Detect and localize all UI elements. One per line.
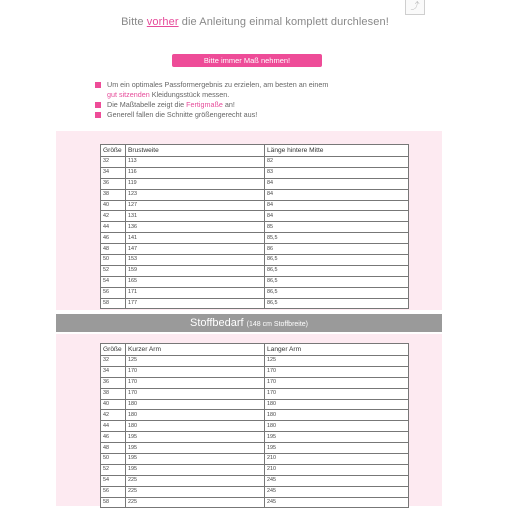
table-cell: 52	[101, 464, 126, 475]
table-cell: 125	[265, 356, 409, 367]
table-cell: 42	[101, 410, 126, 421]
table-cell: 38	[101, 388, 126, 399]
corner-tab-icon: ⤴	[405, 0, 425, 15]
table-row	[101, 377, 409, 388]
table-row	[101, 200, 409, 211]
table-cell: 48	[101, 244, 126, 255]
note-2-before: Die Maßtabelle zeigt die	[107, 100, 185, 109]
table-header-row	[101, 344, 409, 356]
table-cell: 116	[126, 167, 265, 178]
column-header: Größe	[101, 145, 126, 157]
note-1-line-1: Um ein optimales Passformergebnis zu erzielen, am besten an einem	[107, 80, 329, 89]
bullet-square-icon	[95, 112, 101, 118]
table-cell: 195	[126, 454, 265, 465]
table-cell: 180	[265, 421, 409, 432]
table-cell: 32	[101, 356, 126, 367]
table-cell: 42	[101, 211, 126, 222]
table-cell: 125	[126, 356, 265, 367]
table-cell: 52	[101, 265, 126, 276]
table-cell: 44	[101, 222, 126, 233]
table-row	[101, 410, 409, 421]
table-cell: 225	[126, 486, 265, 497]
table-cell: 210	[265, 454, 409, 465]
table-row	[101, 211, 409, 222]
table-cell: 180	[126, 399, 265, 410]
banner-subtitle: (148 cm Stoffbreite)	[246, 321, 309, 328]
table-header-row	[101, 145, 409, 157]
table-cell: 36	[101, 178, 126, 189]
note-item-1	[95, 80, 415, 100]
table-cell: 245	[265, 486, 409, 497]
table-cell: 147	[126, 244, 265, 255]
table-row	[101, 189, 409, 200]
table-cell: 136	[126, 222, 265, 233]
header-text-before: Bitte	[121, 16, 144, 28]
table-cell: 83	[265, 167, 409, 178]
table-row	[101, 454, 409, 465]
table-cell: 46	[101, 432, 126, 443]
table-cell: 170	[126, 366, 265, 377]
table-cell: 127	[126, 200, 265, 211]
header-text-after: die Anleitung einmal komplett durchlesen!	[181, 16, 389, 28]
note-2-after: an!	[224, 100, 235, 109]
table-row	[101, 244, 409, 255]
note-item-3	[95, 110, 415, 120]
table-cell: 170	[265, 388, 409, 399]
table-cell: 225	[126, 497, 265, 508]
column-header: Langer Arm	[265, 344, 409, 356]
table-cell: 56	[101, 486, 126, 497]
table-cell: 171	[126, 287, 265, 298]
table-row	[101, 287, 409, 298]
column-header: Länge hintere Mitte	[265, 145, 409, 157]
table-cell: 180	[126, 410, 265, 421]
table-row	[101, 432, 409, 443]
notes-list	[95, 80, 415, 120]
table-cell: 85,5	[265, 233, 409, 244]
column-header: Brustweite	[126, 145, 265, 157]
column-header: Kurzer Arm	[126, 344, 265, 356]
table-row	[101, 157, 409, 168]
table-cell: 195	[126, 443, 265, 454]
table-cell: 195	[265, 432, 409, 443]
table-cell: 50	[101, 255, 126, 266]
table-row	[101, 388, 409, 399]
size-table	[100, 144, 409, 309]
table-cell: 245	[265, 497, 409, 508]
table-cell: 177	[126, 298, 265, 309]
table-cell: 38	[101, 189, 126, 200]
table-cell: 34	[101, 366, 126, 377]
table-cell: 170	[126, 388, 265, 399]
table-cell: 58	[101, 497, 126, 508]
table-cell: 36	[101, 377, 126, 388]
table-cell: 84	[265, 200, 409, 211]
table-row	[101, 475, 409, 486]
table-cell: 86,5	[265, 255, 409, 266]
note-item-2	[95, 100, 415, 110]
table-cell: 245	[265, 475, 409, 486]
note-1-highlight: gut sitzenden	[107, 90, 150, 99]
column-header: Größe	[101, 344, 126, 356]
table-row	[101, 167, 409, 178]
fabric-requirement-banner	[56, 314, 442, 332]
table-row	[101, 298, 409, 309]
note-3-text: Generell fallen die Schnitte größengerecht aus!	[107, 110, 258, 119]
table-row	[101, 255, 409, 266]
table-cell: 46	[101, 233, 126, 244]
table-cell: 86,5	[265, 287, 409, 298]
table-cell: 40	[101, 399, 126, 410]
table-cell: 159	[126, 265, 265, 276]
table-cell: 113	[126, 157, 265, 168]
table-row	[101, 497, 409, 508]
table-row	[101, 464, 409, 475]
table-cell: 180	[126, 421, 265, 432]
table-cell: 54	[101, 276, 126, 287]
measure-notice-pill: Bitte immer Maß nehmen!	[172, 54, 322, 67]
table-cell: 170	[265, 377, 409, 388]
banner-title: Stoffbedarf	[189, 317, 244, 329]
page-header	[0, 16, 510, 28]
table-cell: 210	[265, 464, 409, 475]
table-cell: 131	[126, 211, 265, 222]
note-1-rest: Kleidungsstück messen.	[151, 90, 230, 99]
table-cell: 50	[101, 454, 126, 465]
table-row	[101, 265, 409, 276]
table-cell: 32	[101, 157, 126, 168]
table-row	[101, 222, 409, 233]
table-cell: 86,5	[265, 298, 409, 309]
table-row	[101, 366, 409, 377]
table-cell: 84	[265, 189, 409, 200]
table-cell: 84	[265, 178, 409, 189]
table-cell: 44	[101, 421, 126, 432]
table-cell: 195	[126, 464, 265, 475]
bullet-square-icon	[95, 102, 101, 108]
fabric-table	[100, 343, 409, 508]
table-row	[101, 486, 409, 497]
table-row	[101, 233, 409, 244]
table-row	[101, 178, 409, 189]
table-cell: 86,5	[265, 276, 409, 287]
table-cell: 153	[126, 255, 265, 266]
table-cell: 48	[101, 443, 126, 454]
table-cell: 86	[265, 244, 409, 255]
table-cell: 180	[265, 399, 409, 410]
table-cell: 58	[101, 298, 126, 309]
table-row	[101, 276, 409, 287]
table-cell: 170	[126, 377, 265, 388]
table-cell: 84	[265, 211, 409, 222]
table-cell: 82	[265, 157, 409, 168]
table-cell: 180	[265, 410, 409, 421]
table-row	[101, 443, 409, 454]
table-cell: 119	[126, 178, 265, 189]
table-cell: 54	[101, 475, 126, 486]
table-cell: 141	[126, 233, 265, 244]
table-row	[101, 399, 409, 410]
table-cell: 165	[126, 276, 265, 287]
table-cell: 123	[126, 189, 265, 200]
table-cell: 195	[265, 443, 409, 454]
table-cell: 195	[126, 432, 265, 443]
header-highlight: vorher	[146, 16, 179, 28]
table-cell: 170	[265, 366, 409, 377]
table-row	[101, 356, 409, 367]
table-cell: 86,5	[265, 265, 409, 276]
table-cell: 225	[126, 475, 265, 486]
note-2-highlight: Fertigmaße	[186, 100, 223, 109]
table-cell: 56	[101, 287, 126, 298]
table-cell: 40	[101, 200, 126, 211]
table-cell: 85	[265, 222, 409, 233]
bullet-square-icon	[95, 82, 101, 88]
table-cell: 34	[101, 167, 126, 178]
table-row	[101, 421, 409, 432]
